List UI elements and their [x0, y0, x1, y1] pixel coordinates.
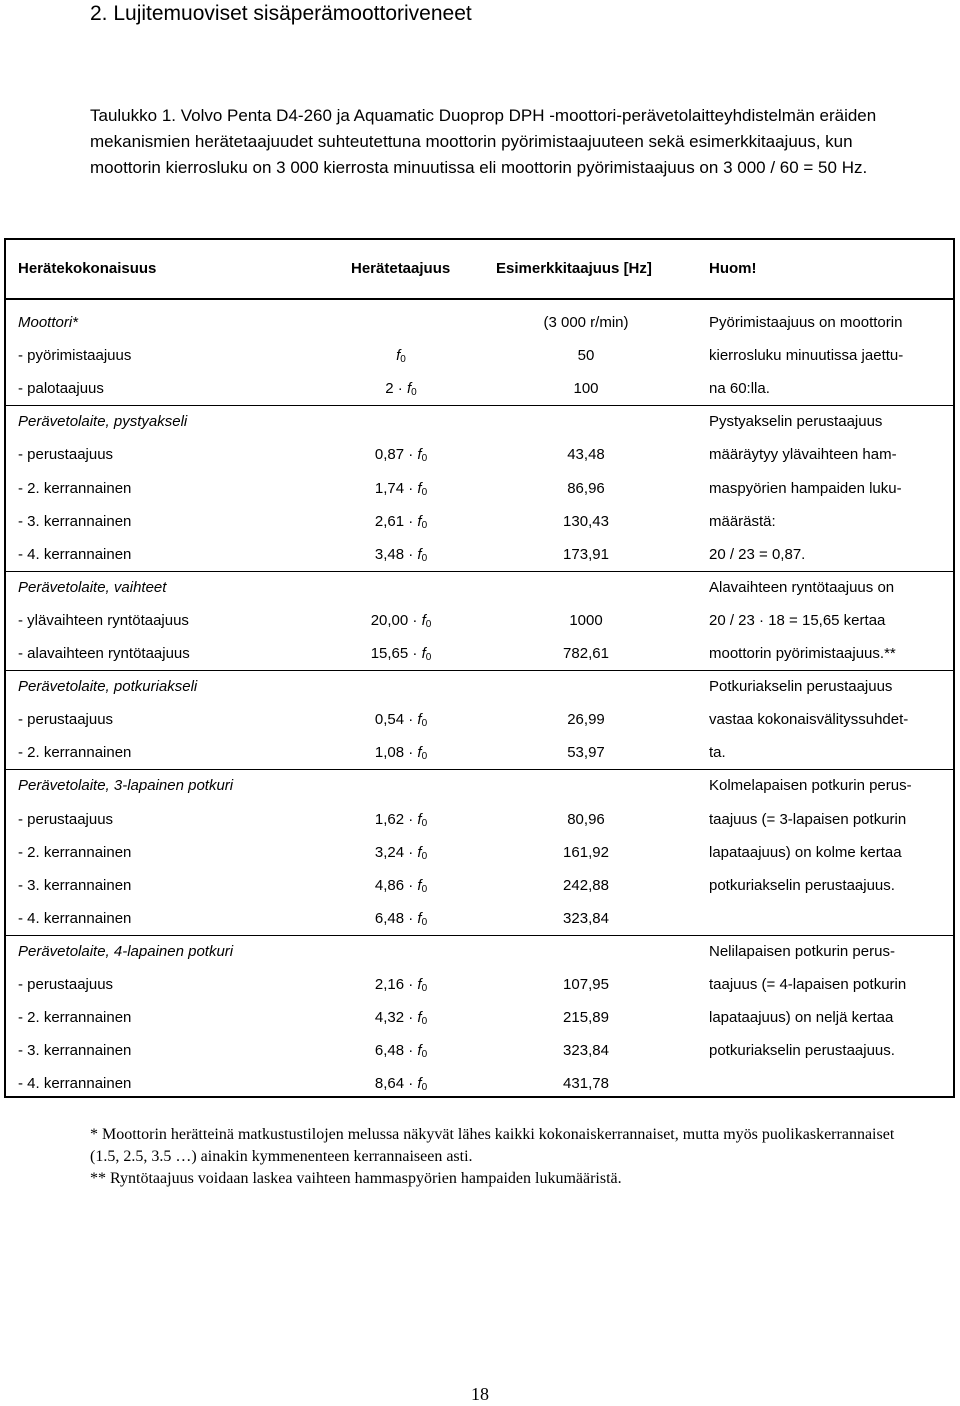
note-cell: potkuriakselin perustaajuus. [709, 876, 895, 894]
note-cell: potkuriakselin perustaajuus. [709, 1042, 895, 1060]
note-cell: lapataajuus) on kolme kertaa [709, 843, 902, 861]
row-label: - pyörimistaajuus [18, 347, 132, 365]
row-label: - 4. kerrannainen [18, 1075, 132, 1093]
group-divider [6, 571, 953, 572]
example-frequency-cell: 323,84 [563, 909, 609, 927]
example-frequency-cell: 130,43 [563, 512, 609, 530]
row-label: - 4. kerrannainen [18, 909, 132, 927]
row-label: - 2. kerrannainen [18, 744, 132, 762]
row-label: - 4. kerrannainen [18, 545, 132, 563]
example-frequency-cell: 431,78 [563, 1075, 609, 1093]
note-cell: 20 / 23 = 0,87. [709, 545, 806, 563]
group-label: Perävetolaite, potkuriakseli [18, 678, 198, 696]
group-label: Moottori* [18, 314, 79, 331]
example-frequency-cell: 100 [573, 380, 599, 398]
excitation-frequency-cell: $4,86 \cdot f_0$ [374, 876, 428, 895]
header-excitation-source: Herätekokonaisuus [18, 260, 157, 277]
header-notes: Huom! [709, 260, 757, 277]
row-label: - 3. kerrannainen [18, 512, 132, 530]
row-label: - 2. kerrannainen [18, 479, 132, 497]
row-label: - ylävaihteen ryntötaajuus [18, 611, 189, 629]
group-divider [6, 769, 953, 770]
example-frequency-cell: 782,61 [563, 645, 609, 662]
row-label: - perustaajuus [18, 446, 114, 464]
example-frequency-cell: 173,91 [563, 545, 609, 563]
note-cell: vastaa kokonaisvälityssuhdet- [709, 711, 909, 729]
page-number: 18 [471, 1384, 489, 1404]
example-frequency-cell: 215,89 [563, 1009, 609, 1027]
note-cell: 20 / 23 · 18 = 15,65 kertaa [709, 611, 886, 629]
note-cell: taajuus (= 4-lapaisen potkurin [709, 976, 907, 993]
footnotes [90, 1124, 910, 1190]
example-frequency-cell: 43,48 [567, 446, 605, 464]
example-frequency-cell: 107,95 [563, 976, 609, 993]
row-label: - alavaihteen ryntötaajuus [18, 645, 190, 662]
group-divider [6, 670, 953, 671]
excitation-frequency-cell: $8,64 \cdot f_0$ [374, 1075, 428, 1094]
note-cell: taajuus (= 3-lapaisen potkurin [709, 810, 907, 828]
note-cell: maspyörien hampaiden luku- [709, 479, 902, 497]
note-cell: Kolmelapaisen potkurin perus- [709, 777, 912, 795]
note-cell: Alavaihteen ryntötaajuus on [709, 578, 895, 596]
example-frequency-cell: 26,99 [567, 711, 605, 729]
row-label: - perustaajuus [18, 976, 114, 993]
excitation-frequency-cell: $3,24 \cdot f_0$ [374, 843, 428, 862]
note-cell: moottorin pyörimistaajuus.** [709, 645, 896, 662]
note-cell: ta. [709, 744, 726, 762]
example-frequency-cell: 86,96 [567, 479, 605, 497]
note-cell: Pystyakselin perustaajuus [709, 413, 883, 431]
row-label: - 2. kerrannainen [18, 843, 132, 861]
excitation-frequency-cell: $f_0$ [396, 347, 406, 366]
row-label: - 3. kerrannainen [18, 876, 132, 894]
excitation-frequency-cell: $6,48 \cdot f_0$ [374, 1042, 428, 1061]
note-cell: Nelilapaisen potkurin perus- [709, 942, 895, 960]
group-label: Perävetolaite, pystyakseli [18, 413, 188, 431]
excitation-frequency-cell: $1,62 \cdot f_0$ [374, 810, 428, 829]
header-divider [6, 298, 953, 300]
example-frequency-cell: 53,97 [567, 744, 605, 762]
note-cell: Potkuriakselin perustaajuus [709, 678, 893, 696]
note-cell: lapataajuus) on neljä kertaa [709, 1009, 894, 1027]
note-cell: määrästä: [709, 512, 776, 530]
excitation-frequency-cell: $20,00 \cdot f_0$ [370, 611, 432, 630]
group-label: Perävetolaite, 4-lapainen potkuri [18, 942, 234, 960]
group-divider [6, 405, 953, 406]
table-caption: Taulukko 1. Volvo Penta D4-260 ja Aquamatic Duoprop DPH -moottori-perävetolaitteyhdistelmän eräiden mekanismien herätetaajuudet suhteutettuna moottorin pyörimistaajuuteen sekä esimerkkitaajuus, kun moottorin kierrosluku on 3 000 kierrosta minuutissa eli moottorin pyörimistaajuus on 3 000 / 60 = 50 Hz. [90, 106, 877, 177]
row-label: - 2. kerrannainen [18, 1009, 132, 1027]
row-label: - perustaajuus [18, 810, 114, 828]
example-frequency-cell: 161,92 [563, 843, 609, 861]
note-cell: na 60:lla. [709, 380, 770, 398]
example-frequency-cell: 50 [577, 347, 595, 365]
header-example-frequency: Esimerkkitaajuus [Hz] [496, 260, 652, 277]
excitation-frequency-cell: $3,48 \cdot f_0$ [374, 545, 428, 564]
row-label: - palotaajuus [18, 380, 104, 398]
header-excitation-frequency: Herätetaajuus [351, 260, 451, 277]
note-cell: määräytyy ylävaihteen ham- [709, 446, 897, 464]
note-cell: Pyörimistaajuus on moottorin [709, 314, 903, 331]
example-frequency-cell: 323,84 [563, 1042, 609, 1060]
note-cell: kierrosluku minuutissa jaettu- [709, 347, 904, 365]
example-frequency-cell: 1000 [569, 611, 603, 629]
example-frequency-cell: 80,96 [567, 810, 605, 828]
excitation-frequency-cell: $2 \cdot f_0$ [385, 380, 417, 399]
excitation-frequency-cell: $0,54 \cdot f_0$ [374, 711, 428, 730]
group-label: Perävetolaite, vaihteet [18, 578, 167, 596]
row-label: - 3. kerrannainen [18, 1042, 132, 1060]
excitation-frequency-cell: $1,08 \cdot f_0$ [374, 744, 428, 763]
row-label: - perustaajuus [18, 711, 114, 729]
excitation-frequency-cell: $4,32 \cdot f_0$ [374, 1009, 428, 1028]
example-frequency-cell: 242,88 [563, 876, 609, 894]
excitation-frequency-cell: $15,65 \cdot f_0$ [370, 645, 432, 663]
group-divider [6, 935, 953, 936]
excitation-frequency-cell: $0,87 \cdot f_0$ [374, 446, 428, 465]
excitation-frequency-cell: $6,48 \cdot f_0$ [374, 909, 428, 928]
footnote-2: ** Ryntötaajuus voidaan laskea vaihteen hammaspyörien hampaiden lukumääristä. [90, 1170, 622, 1187]
example-frequency-cell: (3 000 r/min) [543, 314, 629, 331]
excitation-frequency-cell: $1,74 \cdot f_0$ [374, 479, 428, 498]
group-label: Perävetolaite, 3-lapainen potkuri [18, 777, 234, 795]
excitation-frequency-cell: $2,61 \cdot f_0$ [374, 512, 428, 531]
footnote-1: * Moottorin herätteinä matkustustilojen melussa näkyvät lähes kaikki kokonaiskerrannaiset, mutta myös puolikaskerrannaiset (1.5, 2.5, 3.5 …) ainakin kymmenenteen kerrannaiseen asti. [90, 1126, 895, 1165]
frequency-table [4, 238, 955, 1098]
section-title: 2. Lujitemuoviset sisäperämoottoriveneet [90, 2, 472, 25]
excitation-frequency-cell: $2,16 \cdot f_0$ [374, 976, 428, 994]
